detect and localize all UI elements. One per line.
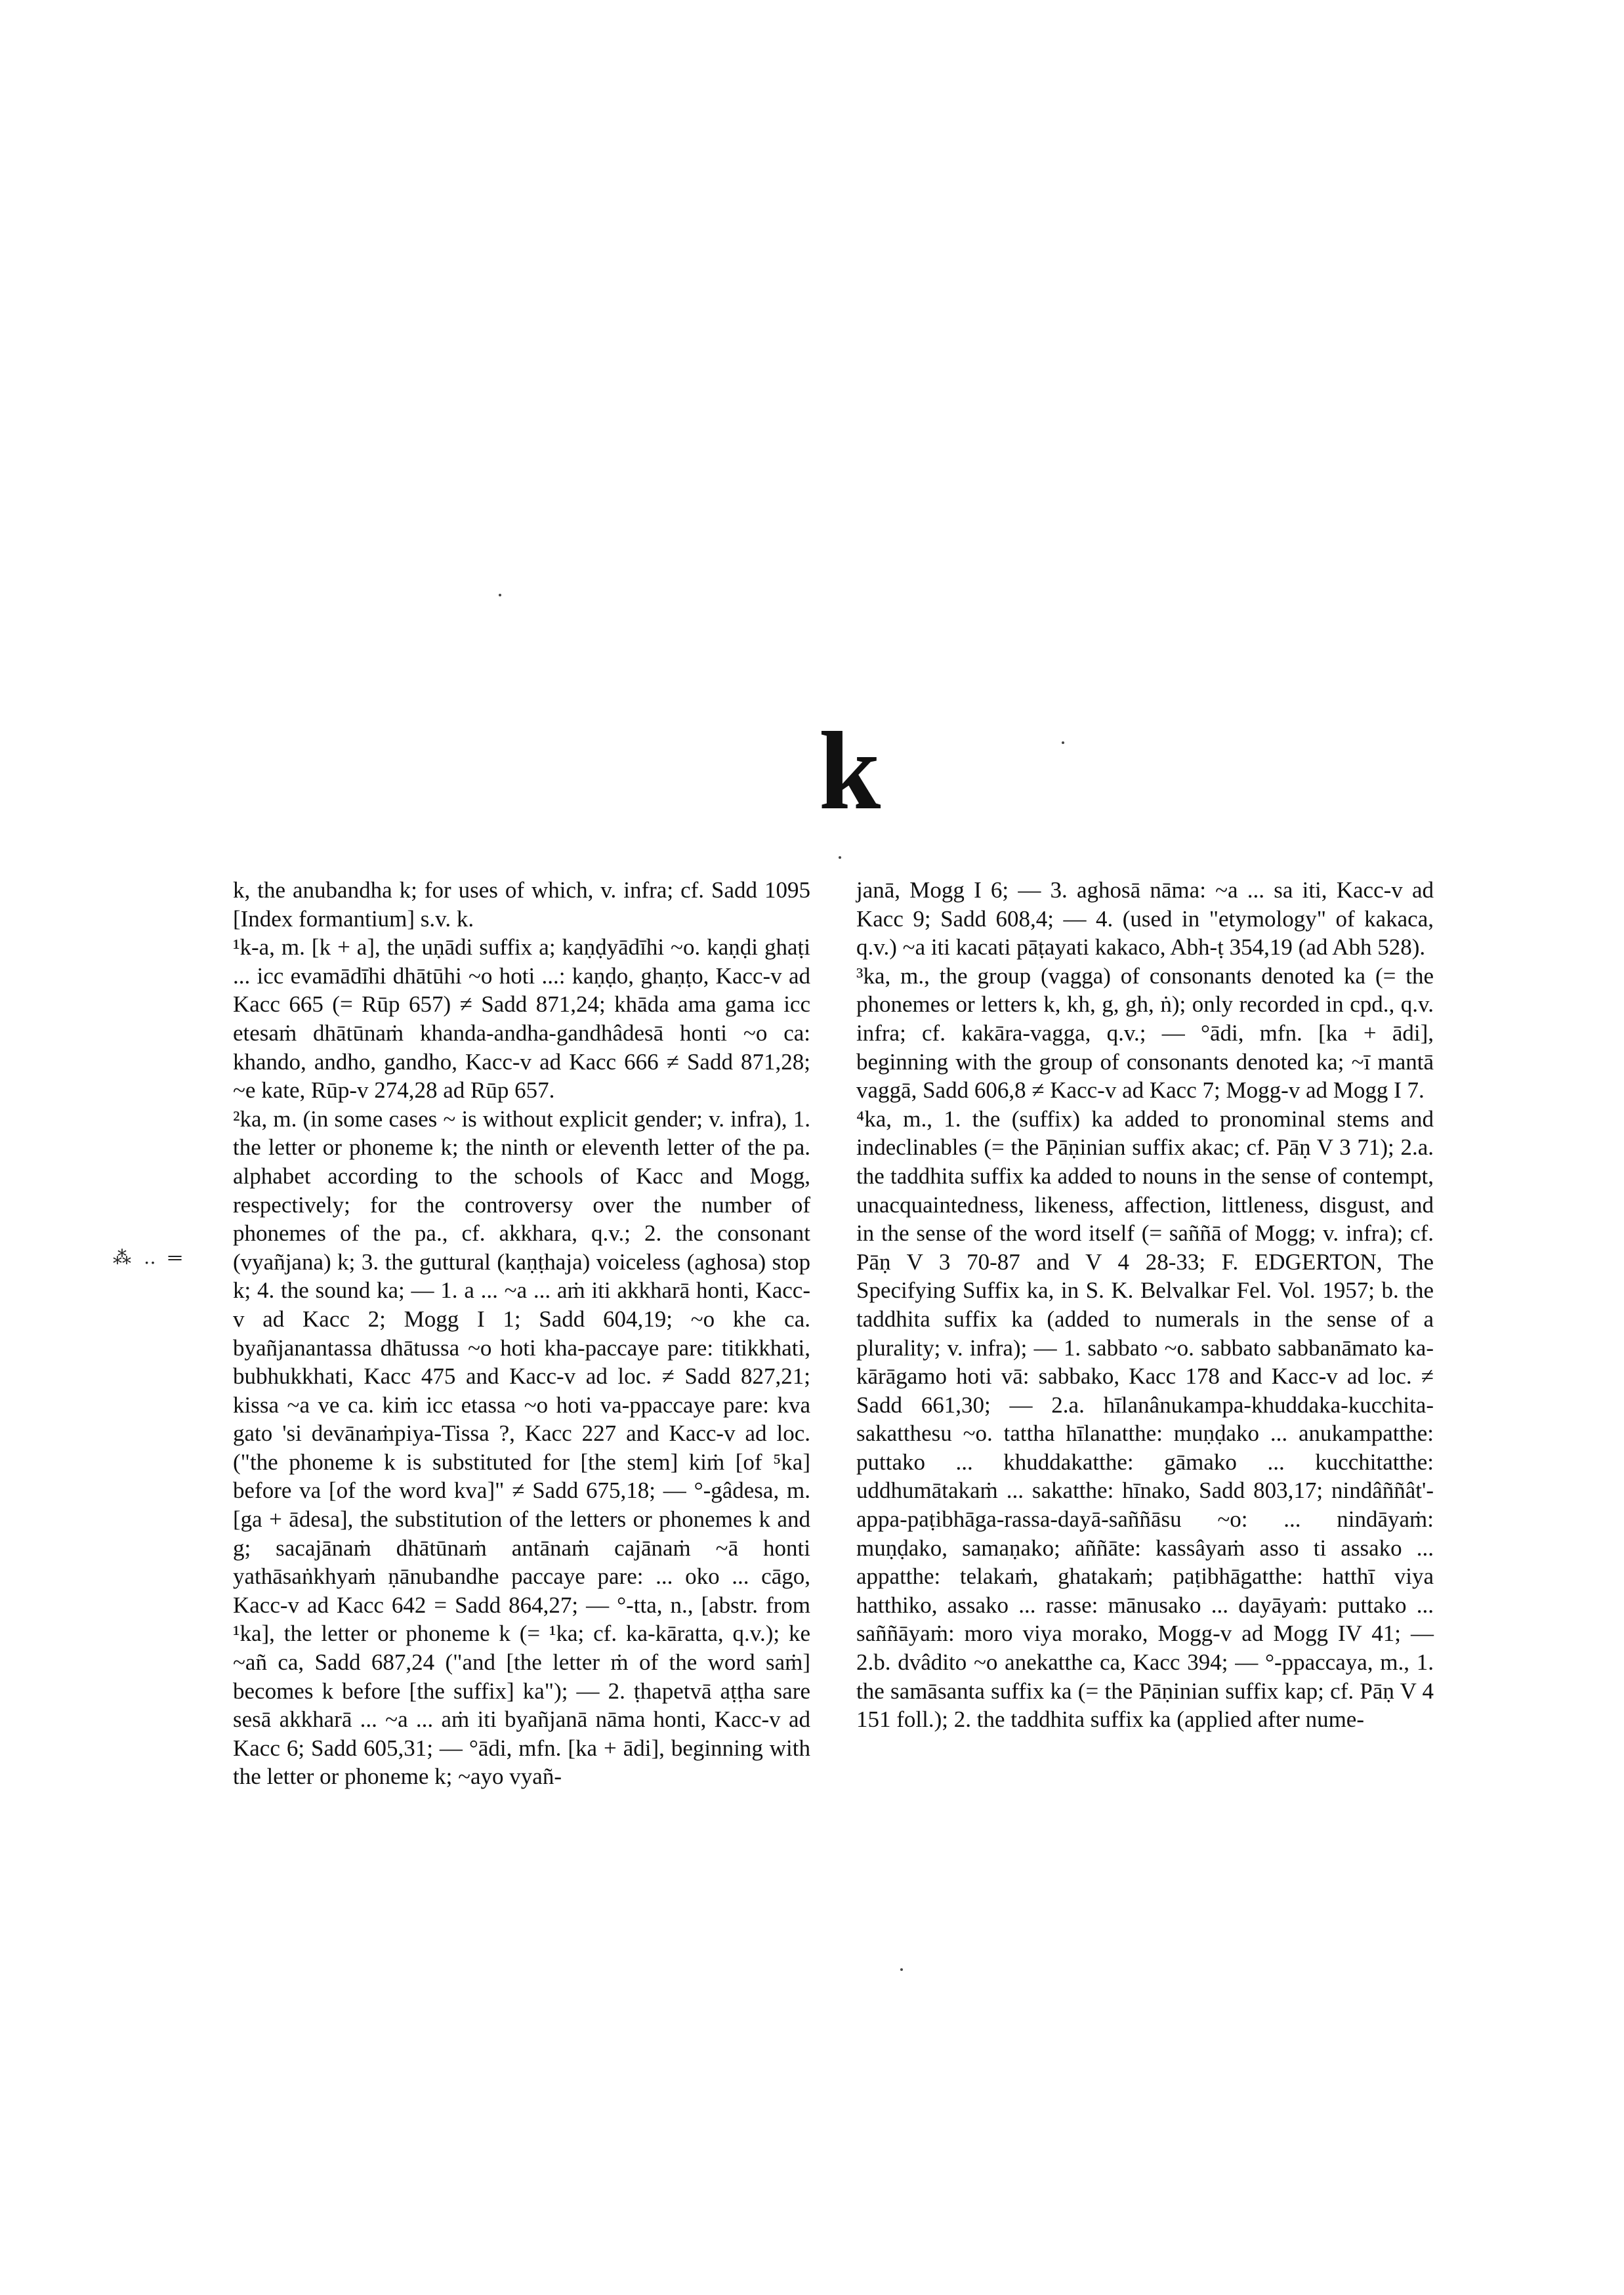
section-head-letter: k [818, 709, 881, 833]
entry-3ka: ³ka, m., the group (vagga) of consonants denoted ka (= the phonemes or letters k, kh, g, gh, ṅ); only recorded in cpd., q.v. infra; cf. kakāra-vagga, q.v.; — °ādi, mfn. [ka + ādi], beginning with the group of consonants denoted ka; ~ī mantā vaggā, Sadd 606,8 ≠ Kacc-v ad Kacc 7; Mogg-v ad Mogg I 7. [856, 962, 1434, 1104]
right-column [856, 876, 1434, 1734]
entry-k-anubandha: k, the anubandha k; for uses of which, v. infra; cf. Sadd 1095 [Index formantium] s.v. k. [233, 877, 810, 932]
scan-speck [499, 594, 501, 596]
left-column [233, 876, 810, 1791]
margin-annotation: ⁂ ‥ ═ [113, 1248, 186, 1268]
entry-2ka-continued: janā, Mogg I 6; — 3. aghosā nāma: ~a ... sa iti, Kacc-v ad Kacc 9; Sadd 608,4; — 4. (used in "etymology" of kakaca, q.v.) ~a iti kacati pāṭayati kakaco, Abh-ṭ 354,19 (ad Abh 528). [856, 877, 1434, 961]
scan-speck [839, 856, 841, 859]
entry-2ka: ²ka, m. (in some cases ~ is without explicit gender; v. infra), 1. the letter or phoneme k; the ninth or eleventh letter of the pa. alphabet according to the schools of Kacc and Mogg, respectively; for the controversy over the number of phonemes of the pa., cf. akkhara, q.v.; 2. the consonant (vyañjana) k; 3. the guttural (kaṇṭhaja) voiceless (aghosa) stop k; 4. the sound ka; — 1. a ... ~a ... aṁ iti akkharā honti, Kacc-v ad Kacc 2; Mogg I 1; Sadd 604,19; ~o khe ca. byañjanantassa dhātussa ~o hoti kha-paccaye pare: titikkhati, bubhukkhati, Kacc 475 and Kacc-v ad loc. ≠ Sadd 827,21; kissa ~a ve ca. kiṁ icc etassa ~o hoti va-ppaccaye pare: kva gato 'si devānaṁpiya-Tissa ?, Kacc 227 and Kacc-v ad loc. ("the phoneme k is substituted for [the stem] kiṁ [of ⁵ka] before va [of the word kva]" ≠ Sadd 675,18; — °-gâdesa, m. [ga + ādesa], the substitution of the letters or phonemes k and g; sacajānaṁ dhātūnaṁ antānaṁ cajānaṁ ~ā honti yathāsaṅkhyaṁ ṇānubandhe paccaye pare: ... oko ... cāgo, Kacc-v ad Kacc 642 = Sadd 864,27; — °-tta, n., [abstr. from ¹ka], the letter or phoneme k (= ¹ka; cf. ka-kāratta, q.v.); ke ~añ ca, Sadd 687,24 ("and [the letter ṁ of the word saṁ] becomes k before [the suffix] ka"); — 2. ṭhapetvā aṭṭha sare sesā akkharā ... ~a ... aṁ iti byañjanā nāma honti, Kacc-v ad Kacc 6; Sadd 605,31; — °ādi, mfn. [ka + ādi], beginning with the letter or phoneme k; ~ayo vyañ- [233, 1106, 810, 1790]
scan-speck [900, 1968, 903, 1971]
scan-speck [1062, 741, 1064, 744]
entry-4ka: ⁴ka, m., 1. the (suffix) ka added to pronominal stems and indeclinables (= the Pāṇinian suffix akac; cf. Pāṇ V 3 71); 2.a. the taddhita suffix ka added to nouns in the sense of contempt, unacquaintedness, likeness, affection, littleness, disgust, and in the sense of the word itself (= saññā of Mogg; v. infra); cf. Pāṇ V 3 70-87 and V 4 28-33; F. EDGERTON, The Specifying Suffix ka, in S. K. Belvalkar Fel. Vol. 1957; b. the taddhita suffix ka (added to numerals in the sense of a plurality; v. infra); — 1. sabbato ~o. sabbato sabbanāmato ka-kārāgamo hoti vā: sabbako, Kacc 178 and Kacc-v ad loc. ≠ Sadd 661,30; — 2.a. hīlanânukampa-khuddaka-kucchita-sakatthesu ~o. tattha hīlanatthe: muṇḍako ... anukampatthe: puttako ... khuddakatthe: gāmako ... kucchitatthe: uddhumātakaṁ ... sakatthe: hīnako, Sadd 803,17; nindâññât'-appa-paṭibhāga-rassa-dayā-saññāsu ~o: ... nindāyaṁ: muṇḍako, samaṇako; aññāte: kassâyaṁ asso ti assako ... appatthe: telakaṁ, ghatakaṁ; paṭibhāgatthe: hatthī viya hatthiko, assako ... rasse: mānusako ... dayāyaṁ: puttako ... saññāyaṁ: moro viya morako, Mogg-v ad Mogg IV 41; — 2.b. dvâdito ~o anekatthe ca, Kacc 394; — °-ppaccaya, m., 1. the samāsanta suffix ka (= the Pāṇinian suffix kap; cf. Pāṇ V 4 151 foll.); 2. the taddhita suffix ka (applied after nume- [856, 1106, 1434, 1733]
entry-1k-a: ¹k-a, m. [k + a], the uṇādi suffix a; kaṇḍyādīhi ~o. kaṇḍi ghaṭi ... icc evamādīhi dhātūhi ~o hoti ...: kaṇḍo, ghaṇṭo, Kacc-v ad Kacc 665 (= Rūp 657) ≠ Sadd 871,24; khāda ama gama icc etesaṁ dhātūnaṁ khanda-andha-gandhâdesā honti ~o ca: khando, andho, gandho, Kacc-v ad Kacc 666 ≠ Sadd 871,28; ~e kate, Rūp-v 274,28 ad Rūp 657. [233, 934, 810, 1104]
